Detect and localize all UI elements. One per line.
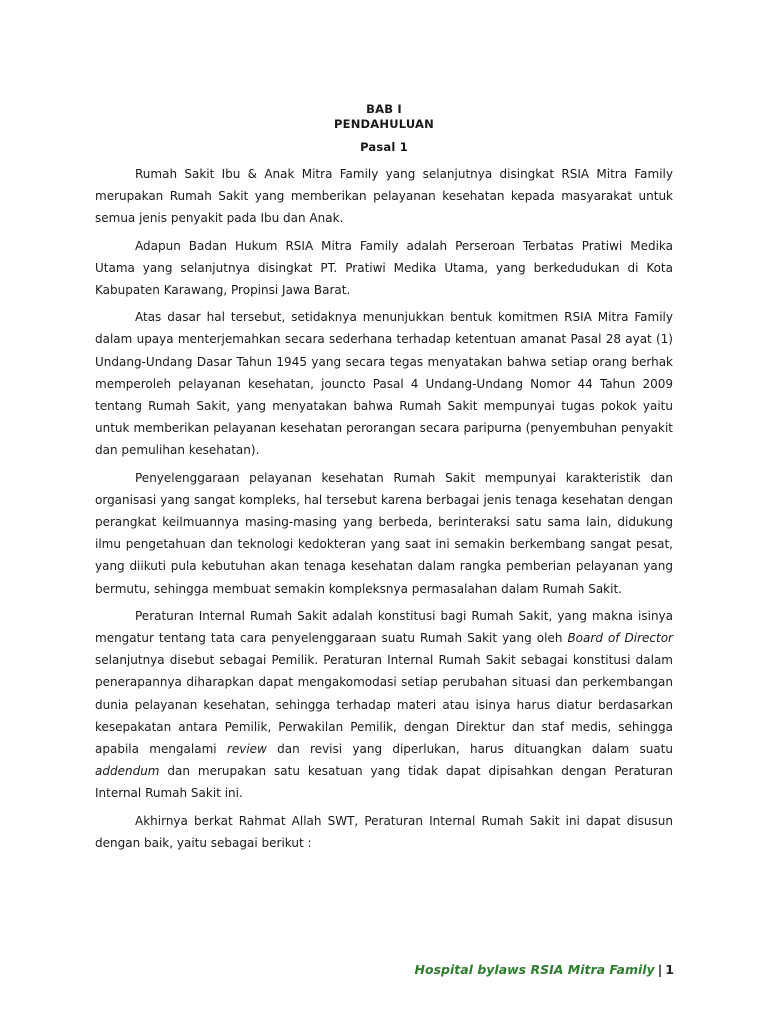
paragraph-text: Atas dasar hal tersebut, setidaknya menunjukkan bentuk komitmen RSIA Mitra Family dalam upaya menterjemahkan secara sederhana terhadap ketentuan amanat Pasal 28 ayat (1) Undang-Undang Dasar Tahun 1945 yang secara tegas menyatakan bahwa setiap orang berhak memperoleh pelayanan kesehatan, jouncto Pasal 4 Undang-Undang Nomor 44 Tahun 2009 tentang Rumah Sakit, yang menyatakan bahwa Rumah Sakit mempunyai tugas pokok yaitu untuk memberikan pelayanan kesehatan perorangan secara paripurna (penyembuhan penyakit dan pemulihan kesehatan). [95, 310, 673, 458]
paragraph-text: Akhirnya berkat Rahmat Allah SWT, Peraturan Internal Rumah Sakit ini dapat disusun dengan baik, yaitu sebagai berikut : [95, 813, 673, 850]
page-footer [415, 962, 674, 977]
chapter-title: PENDAHULUAN [334, 117, 434, 131]
paragraph-text: dan revisi yang diperlukan, harus dituangkan dalam suatu [266, 742, 673, 757]
paragraph-text: Rumah Sakit Ibu & Anak Mitra Family yang selanjutnya disingkat RSIA Mitra Family merupakan Rumah Sakit yang memberikan pelayanan kesehatan kepada masyarakat untuk semua jenis penyakit pada Ibu dan Anak. [95, 167, 673, 226]
paragraph [95, 605, 673, 805]
paragraph [95, 467, 673, 600]
paragraph [95, 163, 673, 230]
body-text [95, 163, 673, 859]
italic-term: Board of Director [567, 631, 673, 646]
paragraph [95, 810, 673, 854]
italic-term: addendum [95, 764, 160, 779]
footer-separator: | [657, 962, 663, 977]
chapter-number: BAB I [366, 102, 402, 116]
paragraph-text: Penyelenggaraan pelayanan kesehatan Rumah Sakit mempunyai karakteristik dan organisasi yang sangat kompleks, hal tersebut karena berbagai jenis tenaga kesehatan dengan perangkat keilmuannya masing-masing yang berbeda, berinteraksi satu sama lain, didukung ilmu pengetahuan dan teknologi kedokteran yang saat ini semakin berkembang sangat pesat, yang diikuti pula kebutuhan akan tenaga kesehatan dalam rangka pemberian pelayanan yang bermutu, sehingga membuat semakin kompleksnya permasalahan dalam Rumah Sakit. [95, 470, 673, 596]
paragraph-text: Adapun Badan Hukum RSIA Mitra Family adalah Perseroan Terbatas Pratiwi Medika Utama yang selanjutnya disingkat PT. Pratiwi Medika Utama, yang berkedudukan di Kota Kabupaten Karawang, Propinsi Jawa Barat. [95, 238, 673, 298]
page-number: 1 [665, 962, 674, 977]
paragraph-text: dan merupakan satu kesatuan yang tidak dapat dipisahkan dengan Peraturan Internal Rumah Sakit ini. [95, 764, 673, 801]
paragraph-text: selanjutnya disebut sebagai Pemilik. Peraturan Internal Rumah Sakit sebagai konstitusi dalam penerapannya diharapkan dapat mengakomodasi setiap perubahan situasi dan perkembangan dunia pelayanan kesehatan, sehingga terhadap materi atau isinya harus diatur berdasarkan kesepakatan antara Pemilik, Perwakilan Pemilik, dengan Direktur dan staf medis, sehingga apabila mengalami [95, 653, 673, 757]
paragraph-text: Peraturan Internal Rumah Sakit adalah konstitusi bagi Rumah Sakit, yang makna isinya mengatur tentang tata cara penyelenggaraan suatu Rumah Sakit yang oleh [95, 608, 673, 646]
footer-brand: Hospital bylaws RSIA Mitra Family [414, 962, 655, 977]
article-title: Pasal 1 [360, 140, 408, 154]
paragraph [95, 306, 673, 461]
paragraph [95, 235, 673, 302]
italic-term: review [226, 742, 267, 757]
